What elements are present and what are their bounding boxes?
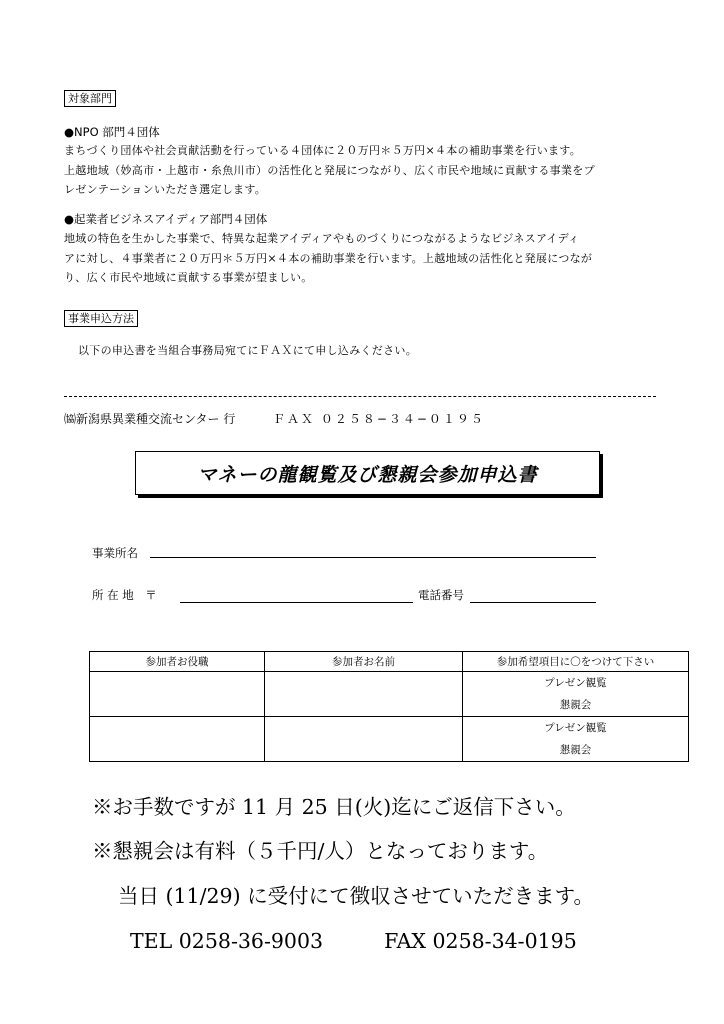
table-row: [90, 717, 689, 762]
business-line-3: り、広く市民や地域に貢献する事業が望ましい。: [64, 271, 313, 284]
contact-line: [130, 928, 577, 954]
apply-section-label: 事業申込方法: [64, 310, 138, 327]
fax-number: FAX 0258-34-0195: [384, 929, 577, 953]
option-social[interactable]: 懇親会: [559, 699, 592, 711]
form-title-box: [135, 451, 600, 495]
deadline-note: ※お手数ですが 11 月 25 日(火)迄にご返信下さい。: [92, 795, 576, 819]
table-header-row: [90, 652, 689, 672]
fax-header: [64, 410, 485, 427]
phone-field[interactable]: [470, 602, 596, 603]
table-row: [90, 672, 689, 717]
recipient: ㈿新潟県異業種交流センター 行: [64, 412, 236, 426]
address-field[interactable]: [180, 602, 413, 603]
npo-line-1: まちづくり団体や社会貢献活動を行っている４団体に２０万円＊５万円×４本の補助事業を行います。: [64, 144, 582, 157]
option-social[interactable]: 懇親会: [559, 744, 592, 756]
header-position: 参加者お役職: [90, 652, 265, 672]
business-description: [64, 229, 664, 288]
phone-label: 電話番号: [418, 588, 464, 602]
business-heading: ●起業者ビジネスアイディア部門４団体: [64, 212, 268, 226]
fax-header-number: ＦＡＸ ０２５８−３４−０１９５: [273, 412, 485, 426]
target-section-label: 対象部門: [64, 90, 116, 107]
npo-line-3: レゼンテーションいただき選定します。: [64, 183, 267, 196]
option-presentation[interactable]: プレゼン観覧: [544, 722, 607, 734]
address-label: 所 在 地 〒: [92, 588, 157, 602]
name-cell[interactable]: [265, 672, 463, 717]
company-name-label: 事業所名: [92, 546, 138, 560]
option-presentation[interactable]: プレゼン観覧: [544, 677, 607, 689]
npo-heading: ●NPO 部門４団体: [64, 125, 160, 139]
tel-number: TEL 0258-36-9003: [130, 929, 324, 953]
fee-note: ※懇親会は有料（５千円/人）となっております。: [92, 839, 549, 863]
business-line-1: 地域の特色を生かした事業で、特異な起業アイディアやものづくりにつながるようなビジネスアイディ: [64, 232, 580, 245]
form-title: マネーの龍観覧及び懇親会参加申込書: [197, 463, 538, 486]
business-line-2: アに対し、４事業者に２０万円＊５万円×４本の補助事業を行います。上越地域の活性化と発展につなが: [64, 251, 593, 265]
position-cell[interactable]: [90, 717, 265, 762]
cut-line: [64, 396, 656, 397]
options-cell: [463, 672, 689, 717]
npo-description: [64, 141, 664, 200]
options-cell: [463, 717, 689, 762]
name-cell[interactable]: [265, 717, 463, 762]
company-name-field[interactable]: [150, 557, 596, 558]
header-options: 参加希望項目に〇をつけて下さい: [463, 652, 689, 672]
header-name: 参加者お名前: [265, 652, 463, 672]
npo-line-2: 上越地域（妙高市・上越市・糸魚川市）の活性化と発展につながり、広く市民や地域に貢献する事業をプ: [64, 163, 595, 177]
collection-note: 当日 (11/29) に受付にて徴収させていただきます。: [118, 884, 594, 908]
position-cell[interactable]: [90, 672, 265, 717]
apply-instructions: 以下の申込書を当組合事務局宛てにＦＡＸにて申し込みください。: [78, 344, 417, 357]
participant-table: [89, 651, 689, 762]
